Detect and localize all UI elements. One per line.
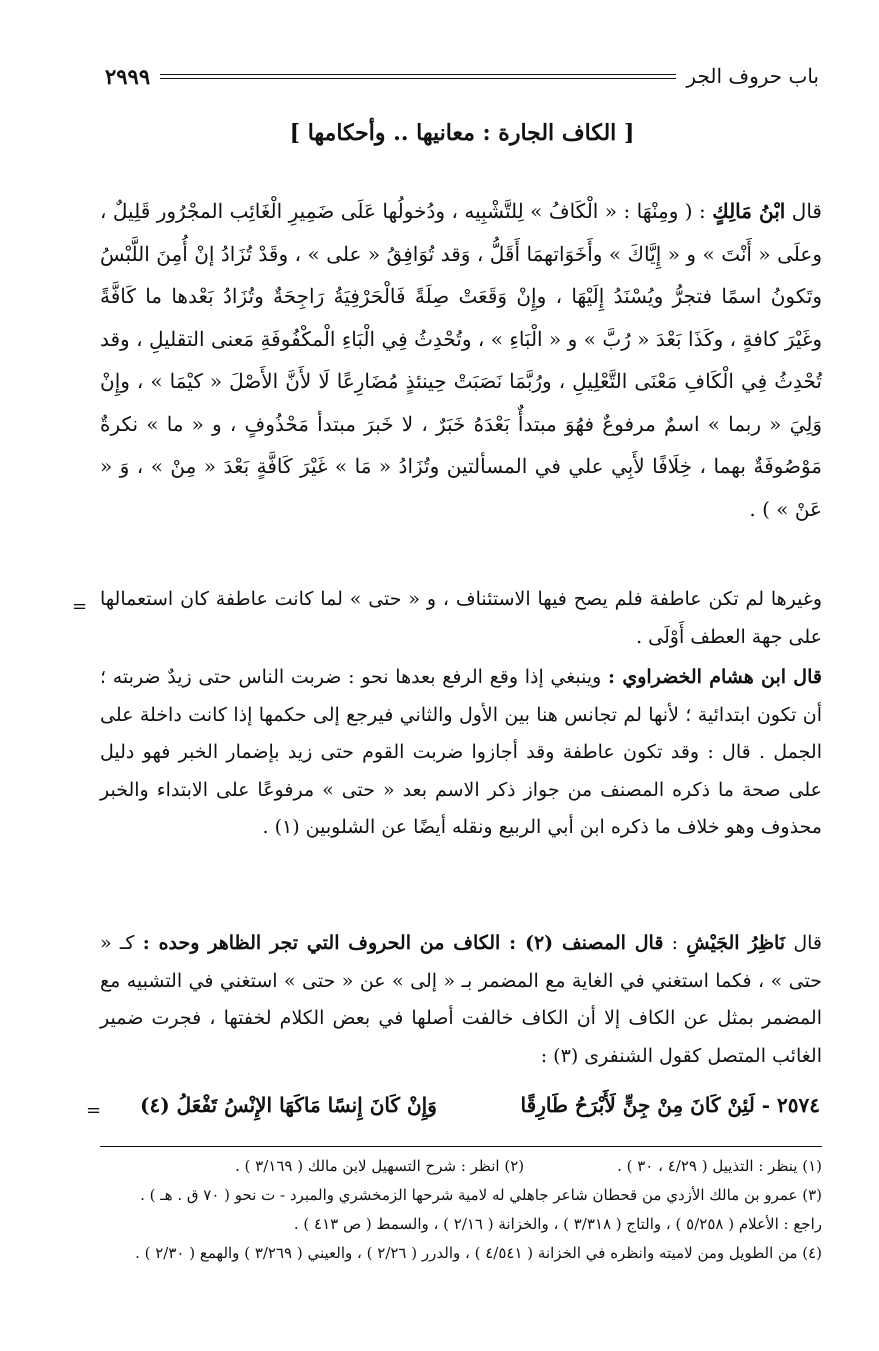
verse-number: ٢٥٧٤ -: [761, 1093, 820, 1117]
verse-second-hemistich: وَإِنْ كَانَ إِنسًا مَاكَهَا الإِنْسُ تَفْعَلُ (٤): [140, 1093, 437, 1117]
note-quote: قال المصنف (٢) : الكاف من الحروف التي تجر الظاهر وحده :: [142, 932, 664, 954]
footnote-3-refs: راجع : الأعلام ( ٥/٢٥٨ ) ، والتاج ( ٣/٣١٨ ) ، والخزانة ( ٢/١٦ ) ، والسمط ( ص ٤١٣ ) .: [293, 1215, 822, 1233]
footnote-4: (٤) من الطويل ومن لاميته وانظره في الخزانة ( ٤/٥٤١ ) ، والدرر ( ٢/٢٦ ) ، والعيني ( ٣/٢٦٩ ) والهمع ( ٢/٣٠ ) .: [135, 1244, 822, 1262]
footnotes: [100, 1152, 822, 1268]
running-header: [105, 62, 819, 90]
note-lead: قال: [785, 932, 823, 954]
note-body: كـ « حتى » ، فكما استغني في الغاية مع المضمر بـ « إلى » عن « حتى » استغني في التشبيه مع المضمر بمثل عن الكاف إلا أن الكاف خالفت أصلها في بعض الكلام لخفتها ، فجرت ضمير الغائب المتصل كقول الشنفرى (٣) :: [100, 932, 822, 1067]
verse-continuation-mark: =: [86, 1100, 102, 1121]
section-title: [ الكاف الجارة : معانيها .. وأحكامها ]: [289, 120, 635, 146]
main-text: [100, 190, 822, 530]
footnote-row: [100, 1152, 822, 1181]
author-name: نَاظِرُ الجَيْشِ: [686, 932, 786, 954]
note-paragraph-khadrawi: [100, 659, 822, 847]
main-lead: قال: [785, 199, 822, 223]
note-sep: :: [663, 932, 687, 954]
page-number: ٢٩٩٩: [105, 63, 151, 89]
footnote-3: (٣) عمرو بن مالك الأزدي من قحطان شاعر جاهلي له لامية شرحها الزمخشري والمبرد - ت نحو ( ٧٠ ق . هـ ) .: [140, 1186, 822, 1204]
note-lead: قال ابن هشام الخضراوي :: [608, 666, 822, 688]
footnote-rule: [100, 1146, 822, 1147]
header-rule: [160, 74, 676, 79]
note-paragraph: وغيرها لم تكن عاطفة فلم يصح فيها الاستئناف ، و « حتى » لما كانت عاطفة كان استعمالها على جهة العطف أَوْلَى .: [100, 588, 822, 648]
footnote-1: (١) ينظر : التذييل ( ٤/٢٩ ، ٣٠ ) .: [617, 1157, 822, 1175]
poetry-verse: [140, 1093, 820, 1117]
chapter-title: باب حروف الجر: [686, 64, 819, 88]
note-paragraph-nazir: [100, 925, 822, 1075]
verse-first-hemistich: لَئِنْ كَانَ مِنْ جِنٍّ لَأَبْرَحُ طَارِقًا: [520, 1093, 755, 1117]
continuation-mark: =: [72, 596, 88, 617]
main-body: : ( ومِنْهَا : « الْكَافُ » لِلتَّشْبِيه ، ودُخولُها عَلَى ضَمِيرِ الْغَائِب المجْرُور قَلِيلٌ ، وعلَى « أَنْتَ » و « إِيَّاكَ » وأَخَوَاتهمَا أَقَلُّ ، وَقد تُوَافِقُ « على » ، وقَدْ تُزَادُ إنْ أُمِنَ اللَّبْسُ وتَكونُ اسمًا فتجرُّ ويُسْنَدُ إِلَيْهَا ، وإِنْ وَقَعَتْ صِلَةً فَالْحَرْفِيَةُ رَاجِحَةٌ وتُزَادُ بَعْدها ما كَافَّةً وغَيْرَ كافةٍ ، وكَذَا بَعْدَ « رُبَّ » و « الْبَاءِ » ، وتُحْدِثُ فِي الْبَاءِ الْمكْفُوفَةِ مَعنى التقليلِ ، وقد تُحْدِثُ فِي الْكَافِ مَعْنَى التَّعْلِيلِ ، ورُبَّمَا نَصَبَتْ حِينئذٍ مُضَارِعًا لَا لأَنَّ الأَصْلَ « كيْمَا » ، وإِنْ وَلِيَ « ربما » اسمٌ مرفوعٌ فهُوَ مبتدأٌ بَعْدَهُ خَبَرٌ ، لا خَبرَ مبتدأ مَحْذُوفٍ ، و « ما » نكرةٌ مَوْصُوفَةٌ بهما ، خِلَافًا لأَبِي علي في المسألتين وتُزَادُ « مَا » غَيْرَ كَافَّةٍ بَعْدَ « مِنْ » ، وَ « عَنْ » ) .: [100, 199, 822, 521]
author-name: ابْنُ مَالِكٍ: [712, 199, 786, 223]
note-body: وينبغي إذا وقع الرفع بعدها نحو : ضربت الناس حتى زيدٌ ضربته ؛ أن تكون ابتدائية ؛ لأنها لم تجانس هنا بين الأول والثاني فيرجع إلى حكمها إذا كانت داخلة على الجمل . قال : وقد تكون عاطفة وقد أجازوا ضربت القوم حتى زيد بإضمار الخبر فهو دليل على صحة ما ذكره المصنف من جواز ذكر الاسم بعد « حتى » مرفوعًا على الابتداء والخبر محذوف وهو خلاف ما ذكره ابن أبي الربيع ونقله أيضًا عن الشلوبين (١) .: [100, 666, 822, 838]
footnote-2: (٢) انظر : شرح التسهيل لابن مالك ( ٣/١٦٩ ) .: [235, 1157, 525, 1175]
verse-number-and-first-hemistich: [521, 1093, 820, 1117]
